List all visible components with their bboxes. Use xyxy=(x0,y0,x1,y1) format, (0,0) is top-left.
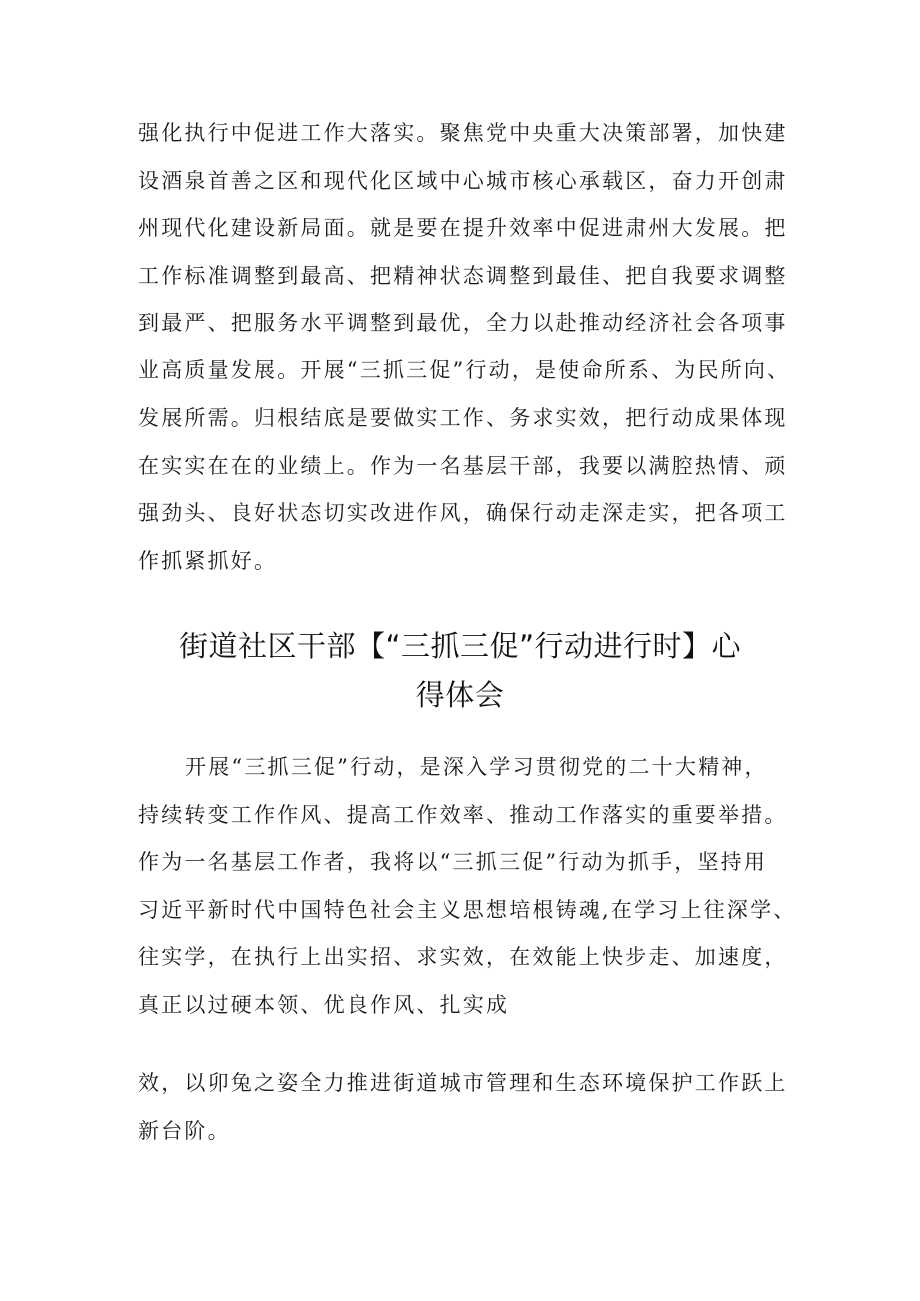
text-line: 持续转变工作作风、提高工作效率、推动工作落实的重要举措。 xyxy=(138,803,788,827)
text-line: 真正以过硬本领、优良作风、扎实成 xyxy=(138,993,510,1017)
text-line: 效，以卯兔之姿全力推进街道城市管理和生态环境保护工作跃上 xyxy=(138,1071,788,1095)
text-line: 在实实在在的业绩上。作为一名基层干部，我要以满腔热情、顽 xyxy=(138,454,788,478)
text-line: 作抓紧抓好。 xyxy=(138,549,278,573)
heading-line-1: 街道社区干部【“三抓三促”行动进行时】心 xyxy=(178,629,742,663)
text-line: 到最严、把服务水平调整到最优，全力以赴推动经济社会各项事 xyxy=(138,311,788,335)
text-line: 新台阶。 xyxy=(138,1119,231,1143)
text-line: 设酒泉首善之区和现代化区域中心城市核心承载区，奋力开创肃 xyxy=(138,169,788,193)
heading-line-2: 得体会 xyxy=(415,678,505,712)
text-line: 作为一名基层工作者，我将以“三抓三促”行动为抓手，坚持用 xyxy=(138,850,768,874)
text-line: 工作标准调整到最高、把精神状态调整到最佳、把自我要求调整 xyxy=(138,264,788,288)
text-line: 开展“三抓三促”行动，是深入学习贯彻党的二十大精神， xyxy=(185,755,768,779)
text-line: 州现代化建设新局面。就是要在提升效率中促进肃州大发展。把 xyxy=(138,216,788,240)
text-line: 强劲头、良好状态切实改进作风，确保行动走深走实，把各项工 xyxy=(138,501,788,525)
text-line: 强化执行中促进工作大落实。聚焦党中央重大决策部署，加快建 xyxy=(138,121,788,145)
text-line: 发展所需。归根结底是要做实工作、务求实效，把行动成果体现 xyxy=(138,406,788,430)
text-line: 往实学，在执行上出实招、求实效，在效能上快步走、加速度， xyxy=(138,945,788,969)
text-line: 习近平新时代中国特色社会主义思想培根铸魂,在学习上往深学、 xyxy=(138,898,797,922)
text-line: 业高质量发展。开展“三抓三促”行动，是使命所系、为民所向、 xyxy=(138,358,791,382)
